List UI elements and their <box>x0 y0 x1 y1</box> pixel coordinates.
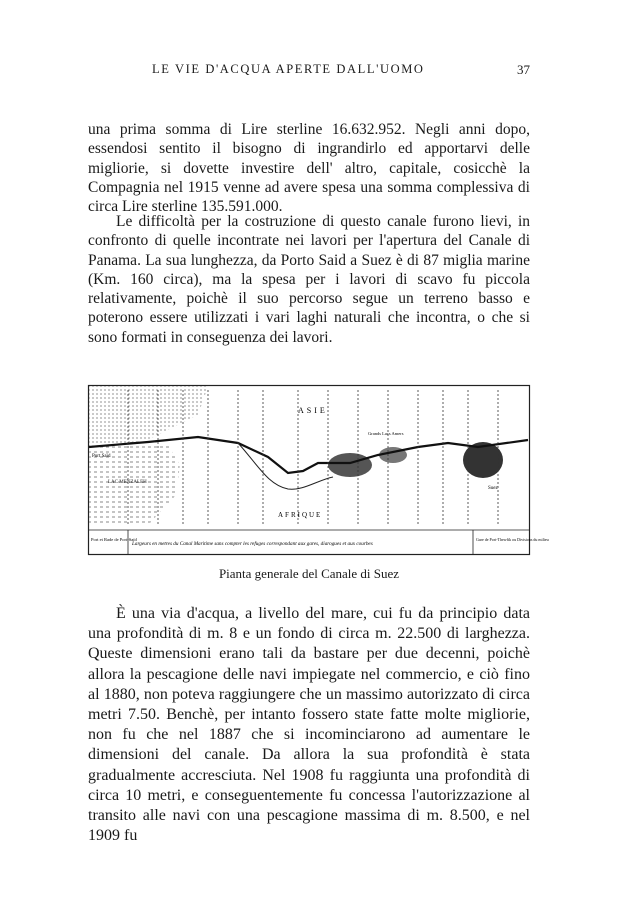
label-africa: AFRIQUE <box>278 511 323 519</box>
lake-timsah <box>328 453 372 477</box>
paragraph-1: una prima somma di Lire sterline 16.632.952. Negli anni dopo, essendosi sentito il bisogno di ingrandirlo ed apportarvi delle migliorie, si dovette investire dell' altro, capitale, cosicchè la Compagnia nel 1915 venne ad avere spesa una somma complessiva di circa Lire sterline 135.591.000. <box>88 121 530 216</box>
label-suez: Suez <box>488 486 498 491</box>
label-asia: ASIE <box>298 406 328 415</box>
label-bitter-lakes: Grands Lacs Amers <box>368 431 404 436</box>
figure-caption: Pianta generale del Canale di Suez <box>218 566 400 581</box>
legend-left: Port et Rade de Port-Saïd <box>91 537 137 542</box>
suez-canal-map <box>88 385 549 555</box>
legend-right: Gare de Port-Thewfik ou Divisions du milieu <box>476 537 549 542</box>
page-number: 37 <box>517 62 530 77</box>
label-lake-menzaleh: LAC MENZALEH <box>108 480 147 485</box>
paragraph-3: È una via d'acqua, a livello del mare, cui fu da principio data una profondità di m. 8 e un fondo di circa m. 22.500 di larghezza. Queste dimensioni erano tali da bastare per due decenni, poichè allora la pescagione delle navi impiegate nel commercio, e ciò fino al 1880, non poteva raggiungere che un massimo autorizzato di circa metri 7.50. Benchè, per intanto fossero state fatte molte migliorie, non fu che nel 1887 che si incominciarono ad aumentare le dimensioni del canale. Da allora la sua profondità è stata gradualmente accresciuta. Nel 1908 fu raggiunta una profondità di circa 10 metri, e conseguentemente fu concessa l'autorizzazione al transito alle navi con una pescagione massima di m. 8.500, e nel 1909 fu <box>88 605 530 845</box>
legend-bottom: Largeurs en metres du Canal Maritime sans compter les refuges correspondant aux gares, diarogues et aux courbes <box>132 541 373 547</box>
page-header <box>90 62 530 82</box>
running-title: LE VIE D'ACQUA APERTE DALL'UOMO <box>152 62 425 76</box>
paragraph-2: Le difficoltà per la costruzione di questo canale furono lievi, in confronto di quelle incontrate nei lavori per l'apertura del Canale di Panama. La sua lunghezza, da Porto Said a Suez è di 87 miglia marine (Km. 160 circa), ma la spesa per i lavori di scavo fu piccola relativamente, poichè il suo percorso segue un terreno basso e poterono essere utilizzati i vari laghi naturali che incontra, o che si sono formati in conseguenza dei lavori. <box>88 213 530 346</box>
canal-map-figure <box>88 385 549 555</box>
label-port-said: Port Saïd <box>92 454 111 459</box>
